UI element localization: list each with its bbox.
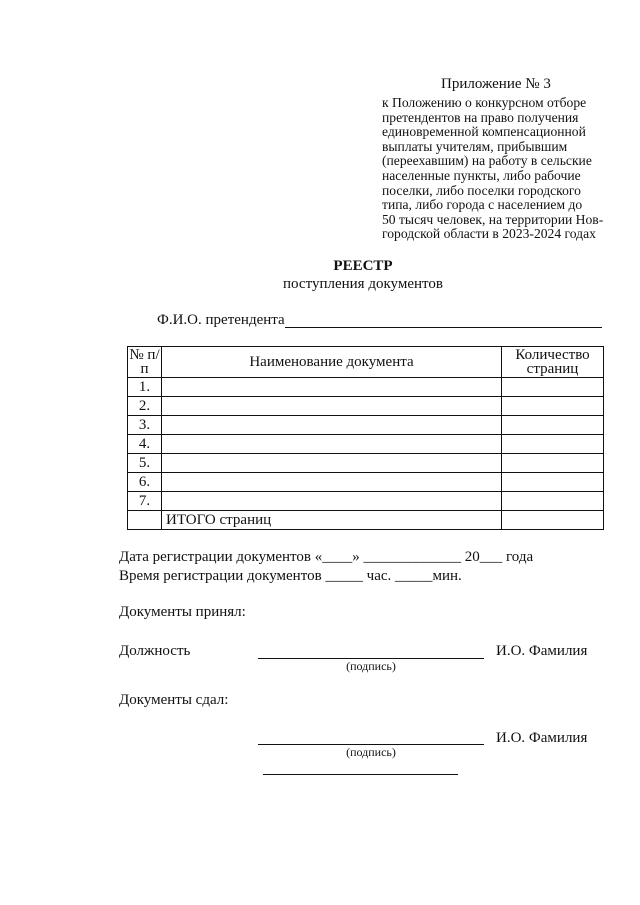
document-name-cell[interactable]: [162, 454, 502, 473]
total-label: ИТОГО страниц: [162, 511, 502, 530]
appendix-line: к Положению о конкурсном отборе: [382, 95, 587, 110]
appendix-line: поселки, либо поселки городского: [382, 182, 581, 198]
header-number: № п/п: [129, 347, 160, 377]
header-document-name: Наименование документа: [162, 347, 502, 378]
document-name-cell[interactable]: [162, 435, 502, 454]
handed-signature-hint: (подпись): [346, 745, 396, 759]
page-count-cell[interactable]: [502, 473, 604, 492]
document-title: РЕЕСТР: [333, 258, 393, 274]
registry-table: [127, 346, 604, 530]
row-number: 1.: [128, 378, 162, 397]
document-name-cell[interactable]: [162, 473, 502, 492]
row-number: 7.: [128, 492, 162, 511]
accepted-label: Документы принял:: [119, 604, 246, 620]
table-header-row: [128, 347, 604, 378]
table-row: [128, 378, 604, 397]
document-subtitle: поступления документов: [283, 276, 443, 292]
registration-time: Время регистрации документов _____ час. _____мин.: [119, 568, 462, 584]
table-row: [128, 454, 604, 473]
table-row: [128, 492, 604, 511]
table-row: [128, 435, 604, 454]
header-page-count: Количество страниц: [502, 347, 604, 378]
total-page-count-cell[interactable]: [502, 511, 604, 530]
appendix-line: населенные пункты, либо рабочие: [382, 167, 581, 183]
page-count-cell[interactable]: [502, 397, 604, 416]
row-number: 5.: [128, 454, 162, 473]
accepted-name: И.О. Фамилия: [496, 643, 588, 659]
registration-date: Дата регистрации документов «____» _____________ 20___ года: [119, 549, 534, 565]
total-number-cell: [128, 511, 162, 530]
row-number: 6.: [128, 473, 162, 492]
appendix-line: 50 тысяч человек, на территории Нов-: [382, 211, 604, 227]
appendix-line: (переехавшим) на работу в сельские: [382, 153, 592, 169]
handed-label: Документы сдал:: [119, 692, 229, 708]
appendix-title: Приложение № 3: [441, 76, 551, 92]
page-count-cell[interactable]: [502, 454, 604, 473]
appendix-line: типа, либо города с населением до: [382, 197, 583, 213]
handed-name: И.О. Фамилия: [496, 730, 588, 746]
appendix-text: [382, 96, 607, 242]
table-total-row: [128, 511, 604, 530]
page-count-cell[interactable]: [502, 416, 604, 435]
page-count-cell[interactable]: [502, 492, 604, 511]
page-count-cell[interactable]: [502, 378, 604, 397]
row-number: 4.: [128, 435, 162, 454]
row-number: 2.: [128, 397, 162, 416]
fio-field[interactable]: [285, 327, 602, 328]
document-name-cell[interactable]: [162, 492, 502, 511]
fio-label: Ф.И.О. претендента: [157, 312, 285, 328]
accepted-signature-hint: (подпись): [346, 659, 396, 673]
appendix-line: претендентов на право получения: [382, 109, 579, 125]
extra-signature-line[interactable]: [263, 774, 458, 775]
appendix-line: городской области в 2023-2024 годах: [382, 226, 596, 242]
table-row: [128, 416, 604, 435]
row-number: 3.: [128, 416, 162, 435]
table-row: [128, 473, 604, 492]
page-count-cell[interactable]: [502, 435, 604, 454]
table-row: [128, 397, 604, 416]
document-name-cell[interactable]: [162, 416, 502, 435]
position-label: Должность: [119, 643, 191, 659]
document-name-cell[interactable]: [162, 397, 502, 416]
appendix-line: выплаты учителям, прибывшим: [382, 138, 568, 154]
appendix-line: единовременной компенсационной: [382, 124, 586, 140]
document-name-cell[interactable]: [162, 378, 502, 397]
